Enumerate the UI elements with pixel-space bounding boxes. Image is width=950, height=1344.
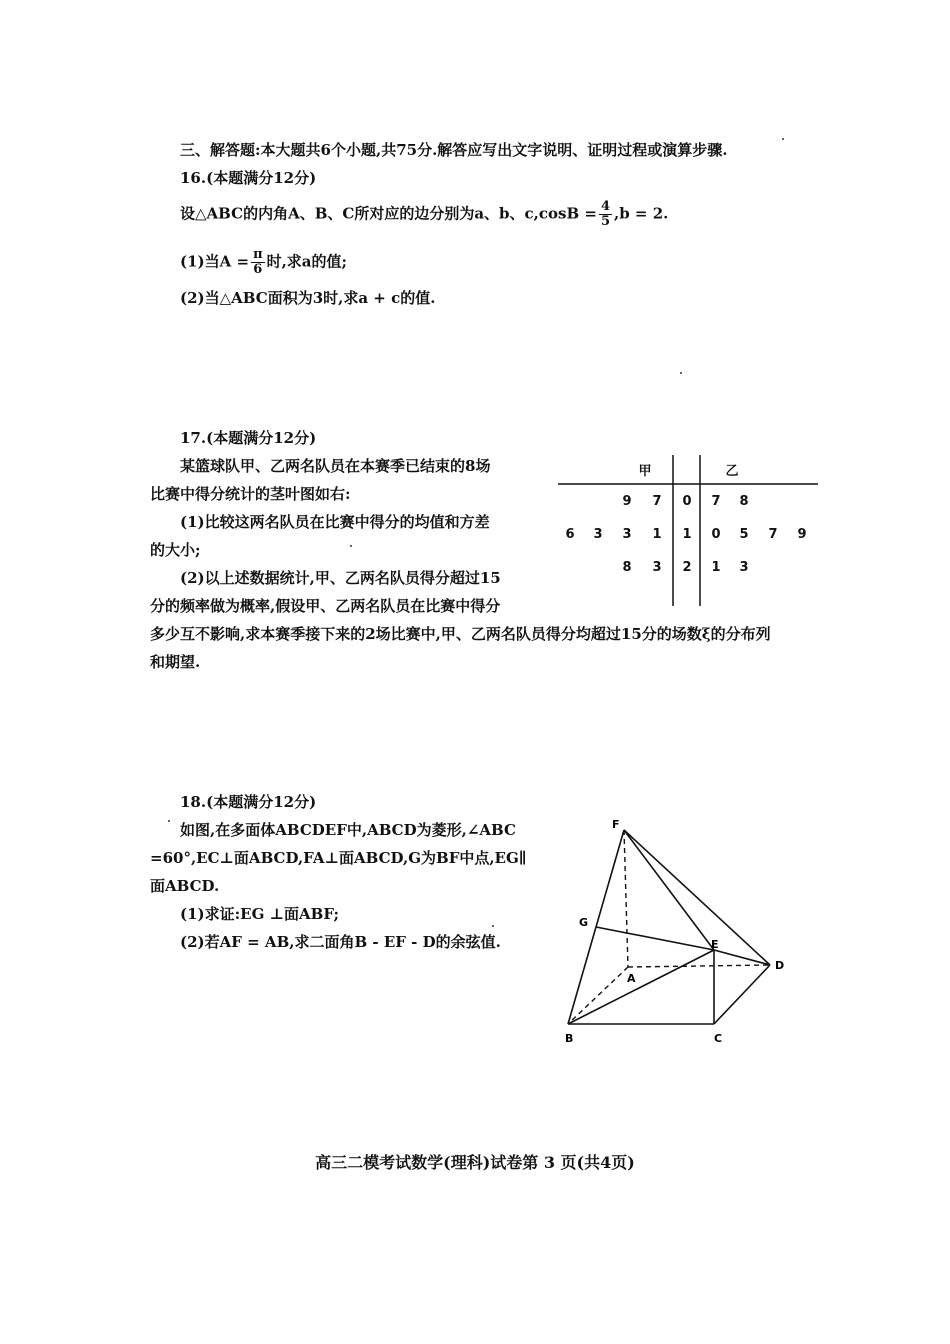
q18-line1: 如图,在多面体ABCDEF中,ABCD为菱形,∠ABC xyxy=(180,821,516,839)
right-leaf: 3 xyxy=(739,560,749,575)
point-label-d: D xyxy=(775,959,785,972)
q16-part1: (1)当A = $\frac{\pi}{6}$ 时,求a的值; xyxy=(180,247,348,277)
page-footer: 高三二模考试数学(理科)试卷第 3 页(共4页) xyxy=(315,1153,635,1172)
stem: 1 xyxy=(682,527,692,542)
q16-stem-post: ,b = 2. xyxy=(614,204,669,223)
edge-ge xyxy=(596,927,714,950)
left-leaf: 9 xyxy=(622,494,632,509)
stem-leaf-header-left: 甲 xyxy=(638,464,652,479)
q17-line6: 分的频率做为概率,假设甲、乙两名队员在比赛中得分 xyxy=(150,597,501,615)
section-heading: 三、解答题:本大题共6个小题,共75分.解答应写出文字说明、证明过程或演算步骤. xyxy=(180,141,728,159)
fraction-four-fifths: $\frac{4}{5}$ xyxy=(600,199,610,229)
point-label-b: B xyxy=(565,1032,574,1045)
right-leaf: 5 xyxy=(739,527,749,542)
left-leaf: 6 xyxy=(565,527,575,542)
q17-line5: (2)以上述数据统计,甲、乙两名队员得分超过15 xyxy=(180,569,501,587)
edge-fa-hidden xyxy=(624,830,628,967)
q17-line2: 比赛中得分统计的茎叶图如右: xyxy=(150,485,351,503)
scan-speck xyxy=(492,925,494,927)
q18-line2: =60°,EC⊥面ABCD,FA⊥面ABCD,G为BF中点,EG∥ xyxy=(150,849,527,867)
q18-title: 18.(本题满分12分) xyxy=(180,793,317,811)
point-label-g: G xyxy=(579,916,589,929)
q18-line3: 面ABCD. xyxy=(150,877,220,895)
q17-line7: 多少互不影响,求本赛季接下来的2场比赛中,甲、乙两名队员得分均超过15分的场数ξ的分布列 xyxy=(150,625,771,643)
right-leaf: 0 xyxy=(711,527,721,542)
q18-line4: (1)求证:EG ⊥面ABF; xyxy=(180,905,340,923)
left-leaf: 8 xyxy=(622,560,632,575)
edge-fe xyxy=(624,830,714,950)
q17-line4: 的大小; xyxy=(150,541,201,559)
point-label-e: E xyxy=(711,938,719,951)
scan-speck xyxy=(680,372,682,374)
edge-ad-hidden xyxy=(628,965,770,967)
stem: 2 xyxy=(682,560,692,575)
q16-part2: (2)当△ABC面积为3时,求a + c的值. xyxy=(180,289,436,307)
left-leaf: 1 xyxy=(652,527,662,542)
point-label-f: F xyxy=(612,818,620,831)
q17-line1: 某篮球队甲、乙两名队员在本赛季已结束的8场 xyxy=(180,457,491,475)
q17-line8: 和期望. xyxy=(150,653,201,671)
left-leaf: 3 xyxy=(622,527,632,542)
left-leaf: 3 xyxy=(593,527,603,542)
scan-speck xyxy=(350,545,352,547)
q16-title: 16.(本题满分12分) xyxy=(180,169,317,187)
stem: 0 xyxy=(682,494,692,509)
q18-line5: (2)若AF = AB,求二面角B - EF - D的余弦值. xyxy=(180,933,501,951)
fraction-pi-sixths: $\frac{\pi}{6}$ xyxy=(253,247,263,277)
q17-title: 17.(本题满分12分) xyxy=(180,429,317,447)
q17-line3: (1)比较这两名队员在比赛中得分的均值和方差 xyxy=(180,513,490,531)
right-leaf: 1 xyxy=(711,560,721,575)
point-label-c: C xyxy=(714,1032,723,1045)
left-leaf: 7 xyxy=(652,494,662,509)
q16-stem-pre: 设△ABC的内角A、B、C所对应的边分别为a、b、c,cosB = xyxy=(180,204,597,223)
scan-speck xyxy=(168,820,170,822)
edge-fd xyxy=(624,830,770,965)
right-leaf: 9 xyxy=(797,527,807,542)
edge-cd xyxy=(714,965,770,1024)
edge-be xyxy=(568,950,714,1024)
stem-leaf-header-right: 乙 xyxy=(725,464,739,479)
right-leaf: 7 xyxy=(711,494,721,509)
point-label-a: A xyxy=(627,972,636,985)
left-leaf: 3 xyxy=(652,560,662,575)
right-leaf: 8 xyxy=(739,494,749,509)
scan-speck xyxy=(782,138,784,140)
right-leaf: 7 xyxy=(768,527,778,542)
